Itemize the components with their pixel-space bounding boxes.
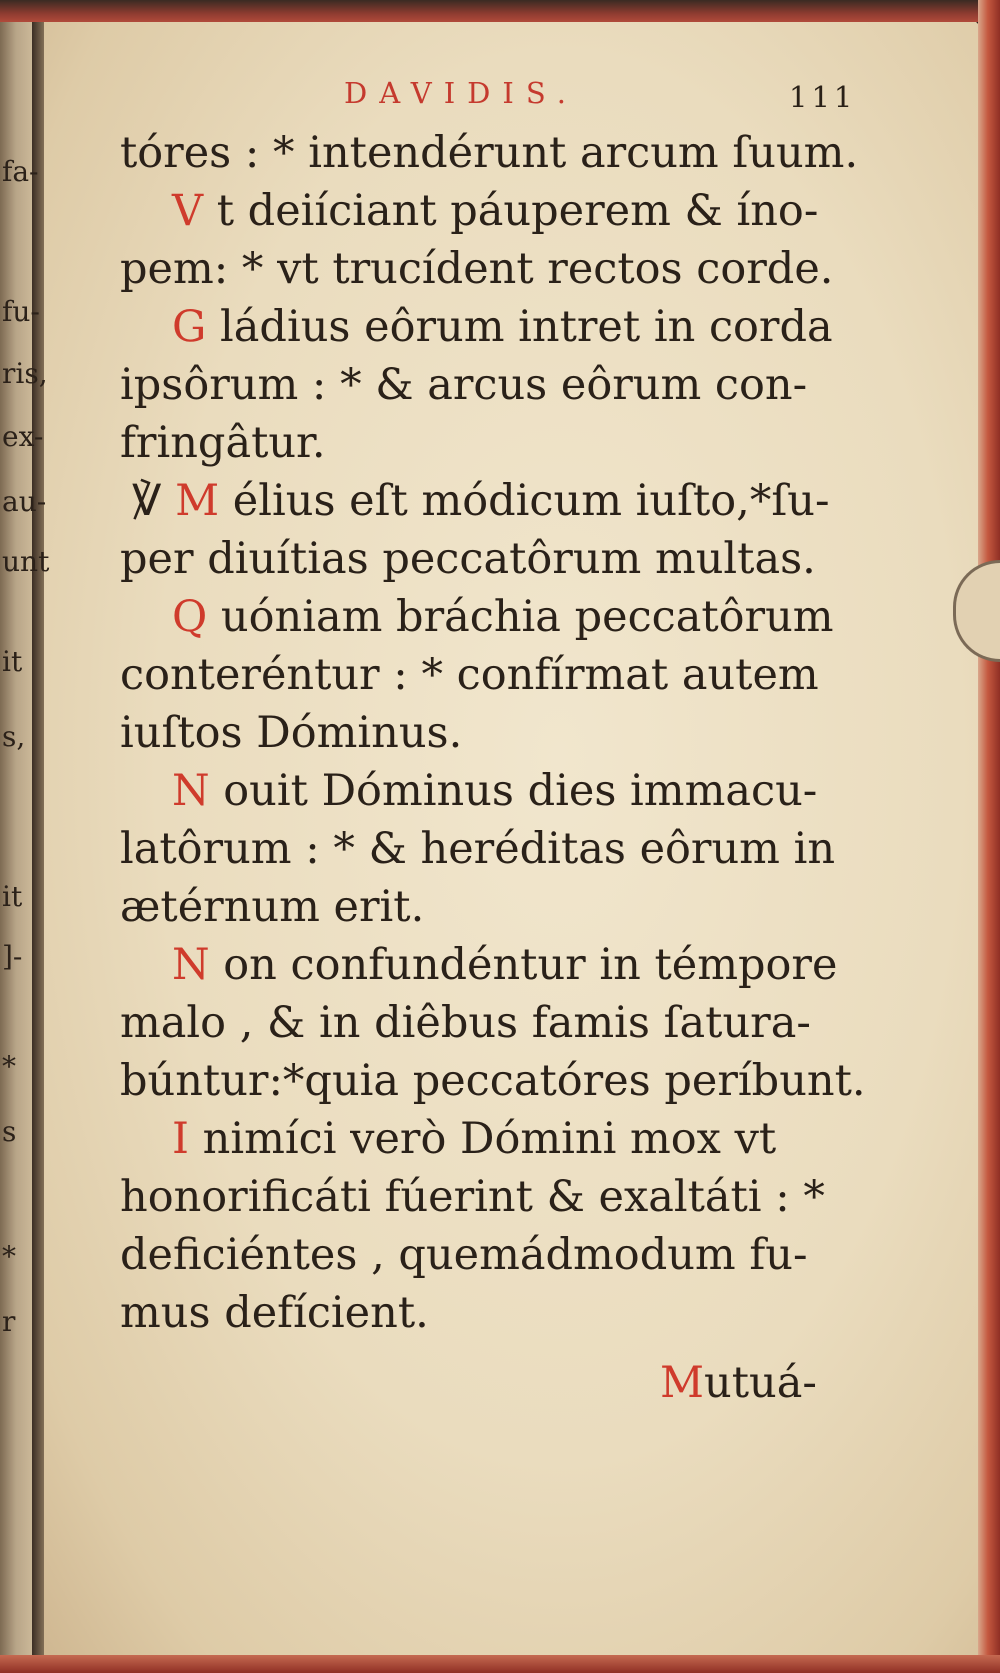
line-text: fringâtur. — [120, 418, 326, 468]
page-number: 111 — [789, 80, 857, 114]
margin-fragment: ris, — [2, 357, 48, 390]
line-text: latôrum : * & heréditas eôrum in — [120, 824, 836, 874]
margin-fragment: fa- — [2, 155, 39, 188]
margin-fragment: * — [2, 1240, 16, 1273]
text-line — [172, 940, 837, 990]
text-line — [120, 708, 462, 758]
margin-fragment: r — [2, 1305, 16, 1338]
catchword — [660, 1358, 817, 1408]
top-edge — [0, 0, 1000, 22]
line-text: ládius eôrum intret in corda — [206, 302, 833, 352]
line-text: on confundéntur in témpore — [209, 940, 838, 990]
line-text: iuſtos Dóminus. — [120, 708, 463, 758]
page-header — [44, 76, 944, 126]
text-line — [120, 244, 833, 294]
rubric-initial: N — [172, 766, 210, 816]
text-line — [120, 128, 858, 178]
margin-fragment: it — [2, 880, 23, 913]
line-text: nimíci verò Dómini mox vt — [189, 1114, 777, 1164]
rubric-initial: M — [660, 1358, 705, 1408]
line-text: élius eſt módicum iuſto,*ſu- — [219, 476, 830, 526]
rubric-initial: G — [172, 302, 207, 352]
text-line — [172, 1114, 776, 1164]
rubric-initial: N — [172, 940, 210, 990]
text-line — [132, 476, 829, 526]
text-line — [120, 1056, 866, 1106]
bottom-edge — [0, 1655, 1000, 1673]
margin-fragment: fu- — [2, 295, 40, 328]
versicle-mark: ℣ — [132, 476, 162, 526]
line-text: pem: * vt trucídent rectos corde. — [120, 244, 834, 294]
text-line — [172, 186, 818, 236]
line-text: deficiéntes , quemádmodum fu- — [120, 1230, 808, 1280]
rubric-initial: Q — [172, 592, 208, 642]
text-line — [120, 882, 424, 932]
text-line — [120, 1288, 429, 1338]
line-text: t deiíciant páuperem & íno- — [203, 186, 819, 236]
rubric-initial: V — [172, 186, 204, 236]
fore-edge — [978, 0, 1000, 1673]
text-line — [120, 1172, 825, 1222]
line-text: ætérnum erit. — [120, 882, 425, 932]
margin-fragment: ]- — [2, 940, 23, 973]
text-line — [120, 824, 835, 874]
text-line — [172, 302, 833, 352]
line-text: ouit Dóminus dies immacu- — [209, 766, 818, 816]
text-line — [120, 650, 819, 700]
text-line — [120, 360, 807, 410]
line-text: uóniam bráchia peccatôrum — [207, 592, 834, 642]
line-text: conteréntur : * confírmat autem — [120, 650, 819, 700]
text-line — [172, 766, 817, 816]
margin-fragment: it — [2, 645, 23, 678]
line-text: búntur:*quia peccatóres períbunt. — [120, 1056, 866, 1106]
running-head: DAVIDIS. — [344, 76, 578, 110]
text-line — [120, 418, 326, 468]
text-line — [120, 534, 816, 584]
rubric-initial: M — [175, 476, 220, 526]
margin-fragment: s, — [2, 720, 26, 753]
rubric-initial: I — [172, 1114, 189, 1164]
line-text: per diuítias peccatôrum multas. — [120, 534, 816, 584]
margin-fragment: unt — [2, 545, 50, 578]
line-text: mus defícient. — [120, 1288, 429, 1338]
margin-fragment: ex- — [2, 420, 44, 453]
line-text: ipsôrum : * & arcus eôrum con- — [120, 360, 808, 410]
margin-fragment: * — [2, 1050, 16, 1083]
margin-fragment: au- — [2, 485, 47, 518]
line-text: malo , & in diêbus famis ſatura- — [120, 998, 811, 1048]
text-line — [172, 592, 834, 642]
facing-page-margin — [0, 0, 50, 1673]
line-text: honorificáti fúerint & exaltáti : * — [120, 1172, 825, 1222]
margin-fragment: s — [2, 1115, 17, 1148]
text-line — [120, 998, 811, 1048]
catchword-text: utuá- — [704, 1358, 817, 1408]
text-line — [120, 1230, 808, 1280]
line-text: tóres : * intendérunt arcum ſuum. — [120, 128, 859, 178]
